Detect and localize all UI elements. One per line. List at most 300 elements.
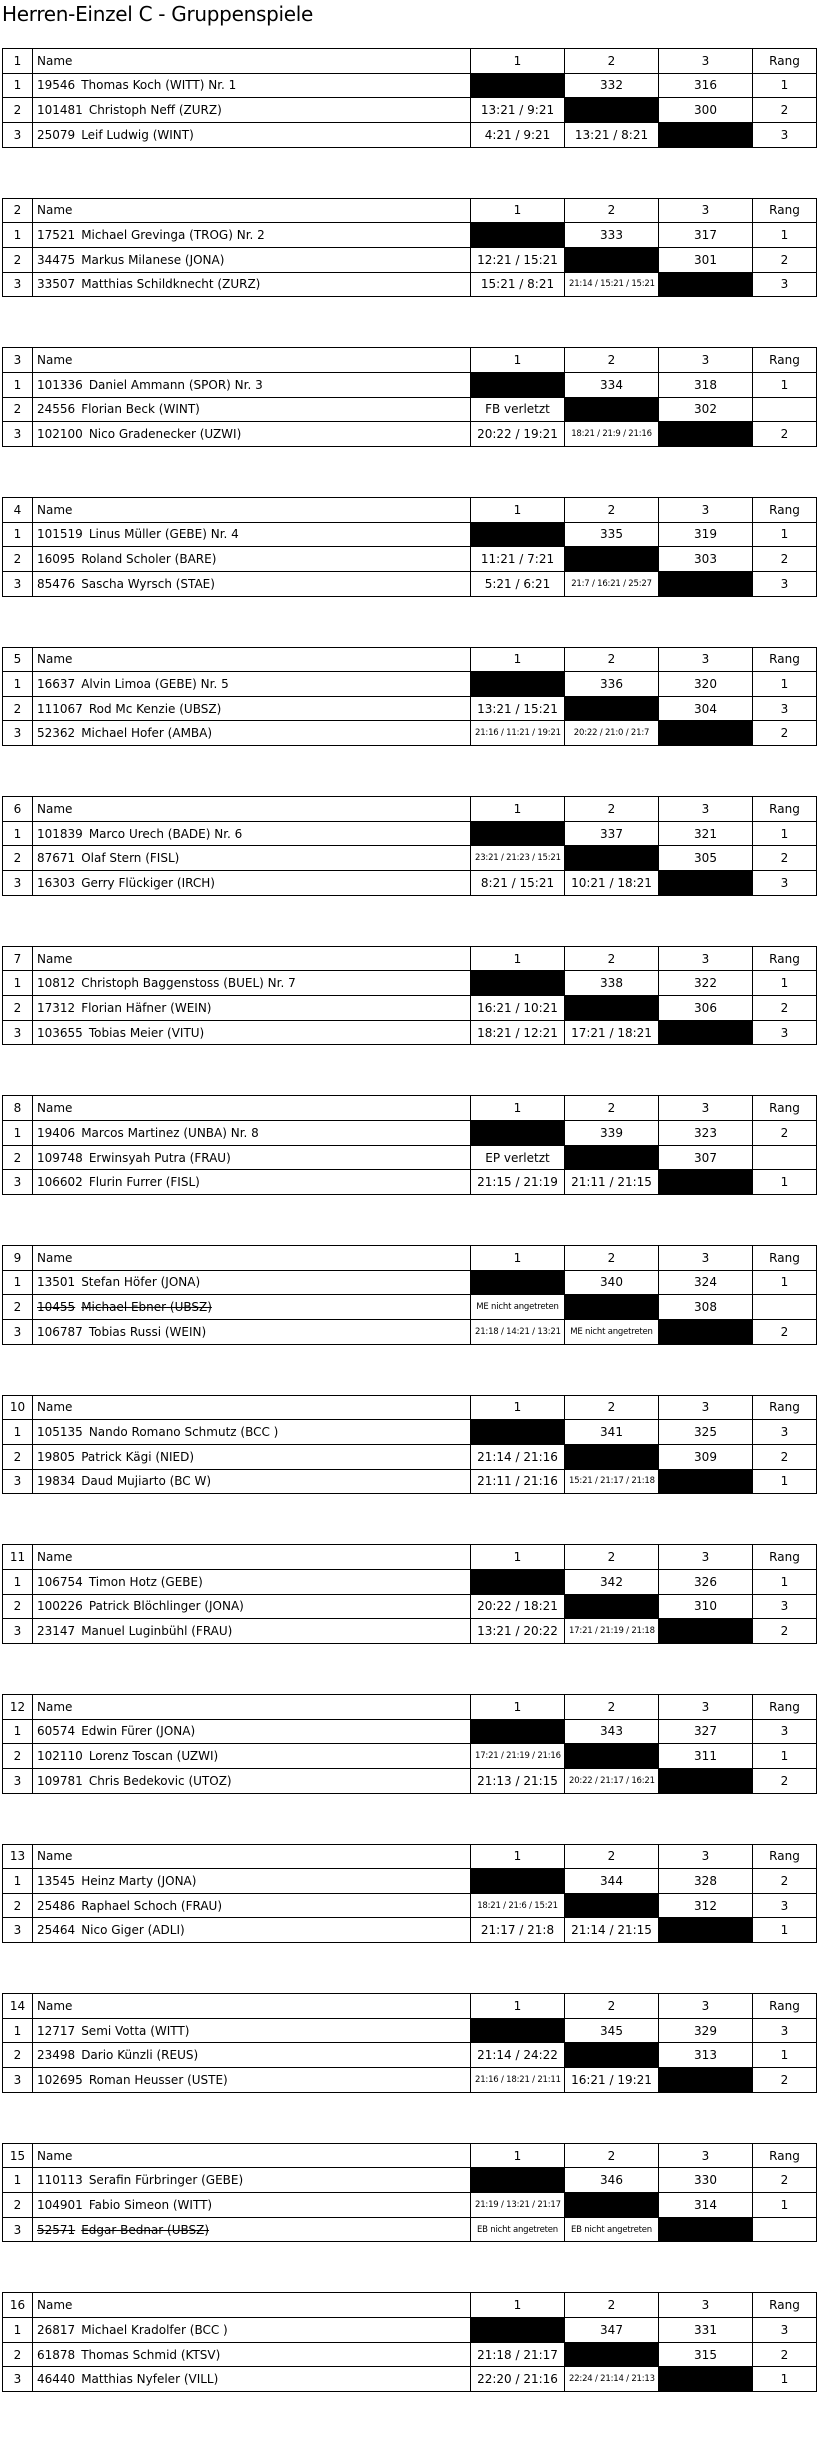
player-position: 2 [3,397,33,422]
match-result: 319 [659,522,753,547]
match-result: 21:16 / 11:21 / 19:21 [471,721,565,746]
player-entry [37,1026,204,1040]
player-name-cell [33,547,471,572]
player-name: Raphael Schoch (FRAU) [81,1898,223,1913]
player-license: 33507 [37,277,76,292]
header-col-3: 3 [659,1694,753,1719]
player-position: 3 [3,1170,33,1195]
player-rank: 2 [753,1444,817,1469]
player-name-cell [33,2043,471,2068]
group-10 [2,1395,816,1495]
player-name: Sascha Wyrsch (STAE) [81,576,215,591]
header-col-3: 3 [659,2293,753,2318]
match-result: 327 [659,1719,753,1744]
match-result: 315 [659,2342,753,2367]
player-row [3,522,817,547]
group-number: 10 [3,1395,33,1420]
match-result: 21:17 / 21:8 [471,1918,565,1943]
blocked-cell [659,2217,753,2242]
player-row [3,696,817,721]
player-row [3,1768,817,1793]
match-result: 17:21 / 18:21 [565,1020,659,1045]
player-entry [37,2073,228,2087]
player-entry [37,228,265,242]
player-name-cell [33,1869,471,1894]
group-table [2,347,817,447]
player-license: 85476 [37,576,76,591]
player-rank: 2 [753,247,817,272]
match-result: 16:21 / 19:21 [565,2068,659,2093]
group-header-row [3,1246,817,1271]
player-license: 23147 [37,1624,76,1639]
player-name: Christoph Neff (ZURZ) [88,103,222,118]
header-name: Name [33,1395,471,1420]
header-rank: Rang [753,1694,817,1719]
player-license: 101336 [37,377,83,392]
player-name: Patrick Blöchlinger (JONA) [88,1599,244,1614]
header-name: Name [33,2293,471,2318]
player-name: Marcos Martinez (UNBA) Nr. 8 [81,1125,259,1140]
header-rank: Rang [753,647,817,672]
group-13 [2,1844,816,1944]
player-name-cell [33,1569,471,1594]
header-col-3: 3 [659,1096,753,1121]
player-name: Fabio Simeon (WITT) [88,2197,213,2212]
player-rank: 1 [753,1270,817,1295]
match-result: 332 [565,73,659,98]
player-license: 16095 [37,552,76,567]
player-row [3,1569,817,1594]
player-row [3,971,817,996]
header-name: Name [33,2143,471,2168]
match-result: 20:22 / 19:21 [471,422,565,447]
player-entry [37,1300,212,1314]
header-col-1: 1 [471,198,565,223]
player-name: Gerry Flückiger (IRCH) [81,875,215,890]
player-rank: 3 [753,2318,817,2343]
player-name: Edgar Bednar (UBSZ) [81,2222,210,2237]
player-position: 1 [3,971,33,996]
group-table [2,1544,817,1644]
player-name: Matthias Schildknecht (ZURZ) [81,277,261,292]
blocked-cell [471,821,565,846]
match-result: 21:11 / 21:16 [471,1469,565,1494]
player-row [3,1145,817,1170]
player-name-cell [33,73,471,98]
header-rank: Rang [753,1545,817,1570]
player-entry [37,1749,218,1763]
match-result: 11:21 / 7:21 [471,547,565,572]
match-result: 21:14 / 21:16 [471,1444,565,1469]
header-name: Name [33,647,471,672]
player-rank: 3 [753,696,817,721]
player-entry [37,1425,278,1439]
player-position: 2 [3,996,33,1021]
player-entry [37,1001,211,1015]
player-position: 2 [3,2043,33,2068]
player-name-cell [33,1469,471,1494]
header-col-1: 1 [471,49,565,74]
player-name: Serafin Fürbringer (GEBE) [88,2173,244,2188]
match-result: 322 [659,971,753,996]
blocked-cell [659,1020,753,1045]
player-name-cell [33,372,471,397]
player-row [3,672,817,697]
player-name-cell [33,1270,471,1295]
player-row [3,571,817,596]
group-number: 5 [3,647,33,672]
blocked-cell [565,1893,659,1918]
group-number: 11 [3,1545,33,1570]
match-result: 18:21 / 12:21 [471,1020,565,1045]
player-name-cell [33,1893,471,1918]
player-rank: 3 [753,1420,817,1445]
player-license: 17521 [37,228,76,243]
match-result: 329 [659,2018,753,2043]
group-number: 3 [3,348,33,373]
player-name-cell [33,2217,471,2242]
player-rank: 1 [753,73,817,98]
player-license: 109748 [37,1150,83,1165]
player-entry [37,1325,206,1339]
match-result: 16:21 / 10:21 [471,996,565,1021]
header-col-1: 1 [471,497,565,522]
player-entry [37,2198,212,2212]
player-name: Thomas Koch (WITT) Nr. 1 [81,78,237,93]
player-entry [37,1275,200,1289]
player-rank: 1 [753,821,817,846]
header-col-1: 1 [471,946,565,971]
match-result: 339 [565,1121,659,1146]
group-table [2,1245,817,1345]
player-license: 16637 [37,676,76,691]
group-header-row [3,1096,817,1121]
header-rank: Rang [753,1096,817,1121]
player-rank: 2 [753,1869,817,1894]
match-result: 323 [659,1121,753,1146]
player-position: 1 [3,73,33,98]
player-rank: 1 [753,223,817,248]
match-result: 338 [565,971,659,996]
player-rank: 2 [753,1619,817,1644]
player-rank: 2 [753,721,817,746]
group-number: 12 [3,1694,33,1719]
player-position: 2 [3,98,33,123]
player-rank: 1 [753,522,817,547]
header-rank: Rang [753,797,817,822]
group-16 [2,2292,816,2392]
player-row [3,721,817,746]
player-entry [37,827,242,841]
player-name-cell [33,871,471,896]
match-result: 307 [659,1145,753,1170]
group-table [2,1395,817,1495]
player-rank: 3 [753,272,817,297]
player-position: 1 [3,821,33,846]
player-name-cell [33,1744,471,1769]
header-col-3: 3 [659,198,753,223]
player-entry [37,677,229,691]
header-name: Name [33,497,471,522]
group-11 [2,1544,816,1644]
player-row [3,996,817,1021]
match-result: 304 [659,696,753,721]
player-name-cell [33,247,471,272]
group-header-row [3,946,817,971]
match-result: 21:11 / 21:15 [565,1170,659,1195]
player-position: 1 [3,1121,33,1146]
player-position: 3 [3,1768,33,1793]
player-entry [37,253,224,267]
player-position: 2 [3,1893,33,1918]
player-rank: 3 [753,1719,817,1744]
player-rank: 2 [753,547,817,572]
header-col-1: 1 [471,1694,565,1719]
blocked-cell [471,522,565,547]
player-name: Edwin Fürer (JONA) [81,1724,196,1739]
player-row [3,2043,817,2068]
player-row [3,2068,817,2093]
player-rank: 3 [753,571,817,596]
player-license: 106754 [37,1574,83,1589]
player-rank [753,397,817,422]
match-result: ME nicht angetreten [471,1295,565,1320]
header-name: Name [33,1545,471,1570]
player-rank: 2 [753,1768,817,1793]
blocked-cell [471,2018,565,2043]
blocked-cell [471,1121,565,1146]
player-entry [37,577,215,591]
header-name: Name [33,348,471,373]
match-result: 22:20 / 21:16 [471,2367,565,2392]
player-entry [37,876,215,890]
group-number: 2 [3,198,33,223]
player-position: 3 [3,122,33,147]
player-position: 2 [3,1145,33,1170]
group-header-row [3,198,817,223]
header-col-2: 2 [565,1096,659,1121]
player-name-cell [33,846,471,871]
player-license: 105135 [37,1425,83,1440]
player-license: 110113 [37,2173,83,2188]
group-table [2,1694,817,1794]
player-position: 2 [3,1744,33,1769]
player-position: 3 [3,871,33,896]
player-name-cell [33,672,471,697]
player-entry [37,1874,196,1888]
player-name: Nico Giger (ADLI) [81,1923,185,1938]
player-name-cell [33,1768,471,1793]
blocked-cell [565,1744,659,1769]
group-1 [2,48,816,148]
blocked-cell [471,223,565,248]
player-row [3,272,817,297]
player-license: 46440 [37,2372,76,2387]
header-col-3: 3 [659,1844,753,1869]
player-name: Roland Scholer (BARE) [81,552,217,567]
player-name: Manuel Luginbühl (FRAU) [81,1624,233,1639]
match-result: 12:21 / 15:21 [471,247,565,272]
header-name: Name [33,198,471,223]
header-name: Name [33,1694,471,1719]
header-col-1: 1 [471,797,565,822]
player-name: Flurin Furrer (FISL) [88,1175,200,1190]
blocked-cell [471,1719,565,1744]
player-name: Lorenz Toscan (UZWI) [88,1749,219,1764]
player-rank [753,2217,817,2242]
blocked-cell [471,1420,565,1445]
group-header-row [3,2143,817,2168]
player-entry [37,976,296,990]
blocked-cell [659,1768,753,1793]
group-header-row [3,797,817,822]
header-col-3: 3 [659,1994,753,2019]
header-name: Name [33,49,471,74]
player-rank: 1 [753,2043,817,2068]
group-number: 16 [3,2293,33,2318]
player-license: 87671 [37,851,76,866]
player-name: Michael Hofer (AMBA) [81,726,213,741]
header-col-1: 1 [471,647,565,672]
header-rank: Rang [753,1844,817,1869]
player-name: Roman Heusser (USTE) [88,2072,228,2087]
match-result: 335 [565,522,659,547]
blocked-cell [565,1594,659,1619]
group-2 [2,198,816,298]
header-col-2: 2 [565,2143,659,2168]
header-col-1: 1 [471,1246,565,1271]
player-entry [37,2173,243,2187]
group-header-row [3,1844,817,1869]
player-license: 52362 [37,726,76,741]
player-position: 1 [3,2168,33,2193]
player-name: Florian Häfner (WEIN) [81,1000,212,1015]
header-rank: Rang [753,49,817,74]
match-result: 21:16 / 18:21 / 21:11 [471,2068,565,2093]
player-rank: 2 [753,2342,817,2367]
player-row [3,223,817,248]
player-position: 3 [3,422,33,447]
match-result: 308 [659,1295,753,1320]
match-result: 20:22 / 18:21 [471,1594,565,1619]
header-col-2: 2 [565,946,659,971]
player-entry [37,2372,218,2386]
player-name: Christoph Baggenstoss (BUEL) Nr. 7 [81,976,296,991]
player-rank: 1 [753,1469,817,1494]
player-position: 3 [3,1020,33,1045]
match-result: 21:19 / 13:21 / 21:17 [471,2193,565,2218]
group-table [2,1993,817,2093]
match-result: 340 [565,1270,659,1295]
group-number: 4 [3,497,33,522]
player-name-cell [33,1295,471,1320]
player-entry [37,1774,232,1788]
group-3 [2,347,816,447]
player-license: 61878 [37,2347,76,2362]
header-col-2: 2 [565,1844,659,1869]
group-number: 8 [3,1096,33,1121]
player-position: 1 [3,1270,33,1295]
player-position: 3 [3,2367,33,2392]
header-col-2: 2 [565,1246,659,1271]
player-license: 13545 [37,1873,76,1888]
blocked-cell [565,2342,659,2367]
player-license: 19805 [37,1449,76,1464]
blocked-cell [565,996,659,1021]
player-entry [37,1126,259,1140]
match-result: 301 [659,247,753,272]
player-row [3,122,817,147]
player-name-cell [33,1594,471,1619]
player-name: Markus Milanese (JONA) [81,252,225,267]
match-result: 306 [659,996,753,1021]
header-col-2: 2 [565,1545,659,1570]
blocked-cell [471,372,565,397]
match-result: ME nicht angetreten [565,1319,659,1344]
player-entry [37,726,212,740]
match-result: 20:22 / 21:17 / 16:21 [565,1768,659,1793]
match-result: 313 [659,2043,753,2068]
match-result: 13:21 / 15:21 [471,696,565,721]
player-row [3,1170,817,1195]
match-result: 331 [659,2318,753,2343]
player-position: 3 [3,2068,33,2093]
player-name: Nico Gradenecker (UZWI) [88,427,242,442]
player-row [3,1020,817,1045]
header-col-3: 3 [659,1246,753,1271]
player-name: Marco Urech (BADE) Nr. 6 [88,826,243,841]
player-row [3,2018,817,2043]
match-result: 324 [659,1270,753,1295]
player-name: Leif Ludwig (WINT) [81,127,194,142]
match-result: 21:18 / 14:21 / 13:21 [471,1319,565,1344]
player-entry [37,1474,211,1488]
header-col-2: 2 [565,497,659,522]
player-name-cell [33,971,471,996]
player-name: Alvin Limoa (GEBE) Nr. 5 [81,676,229,691]
header-rank: Rang [753,497,817,522]
blocked-cell [471,1569,565,1594]
player-entry [37,103,222,117]
header-col-2: 2 [565,49,659,74]
player-license: 101839 [37,826,83,841]
player-position: 3 [3,721,33,746]
group-table [2,946,817,1046]
player-entry [37,851,179,865]
group-15 [2,2143,816,2243]
player-entry [37,2223,209,2237]
player-row [3,98,817,123]
player-position: 3 [3,272,33,297]
group-table [2,48,817,148]
player-license: 23498 [37,2048,76,2063]
header-rank: Rang [753,1246,817,1271]
player-position: 2 [3,696,33,721]
group-header-row [3,49,817,74]
blocked-cell [471,1869,565,1894]
header-col-3: 3 [659,497,753,522]
player-rank: 1 [753,2193,817,2218]
group-table [2,1844,817,1944]
player-name: Matthias Nyfeler (VILL) [81,2372,219,2387]
player-license: 25079 [37,127,76,142]
match-result: FB verletzt [471,397,565,422]
player-license: 16303 [37,875,76,890]
player-entry [37,378,263,392]
player-entry [37,1450,194,1464]
group-12 [2,1694,816,1794]
group-table [2,2292,817,2392]
